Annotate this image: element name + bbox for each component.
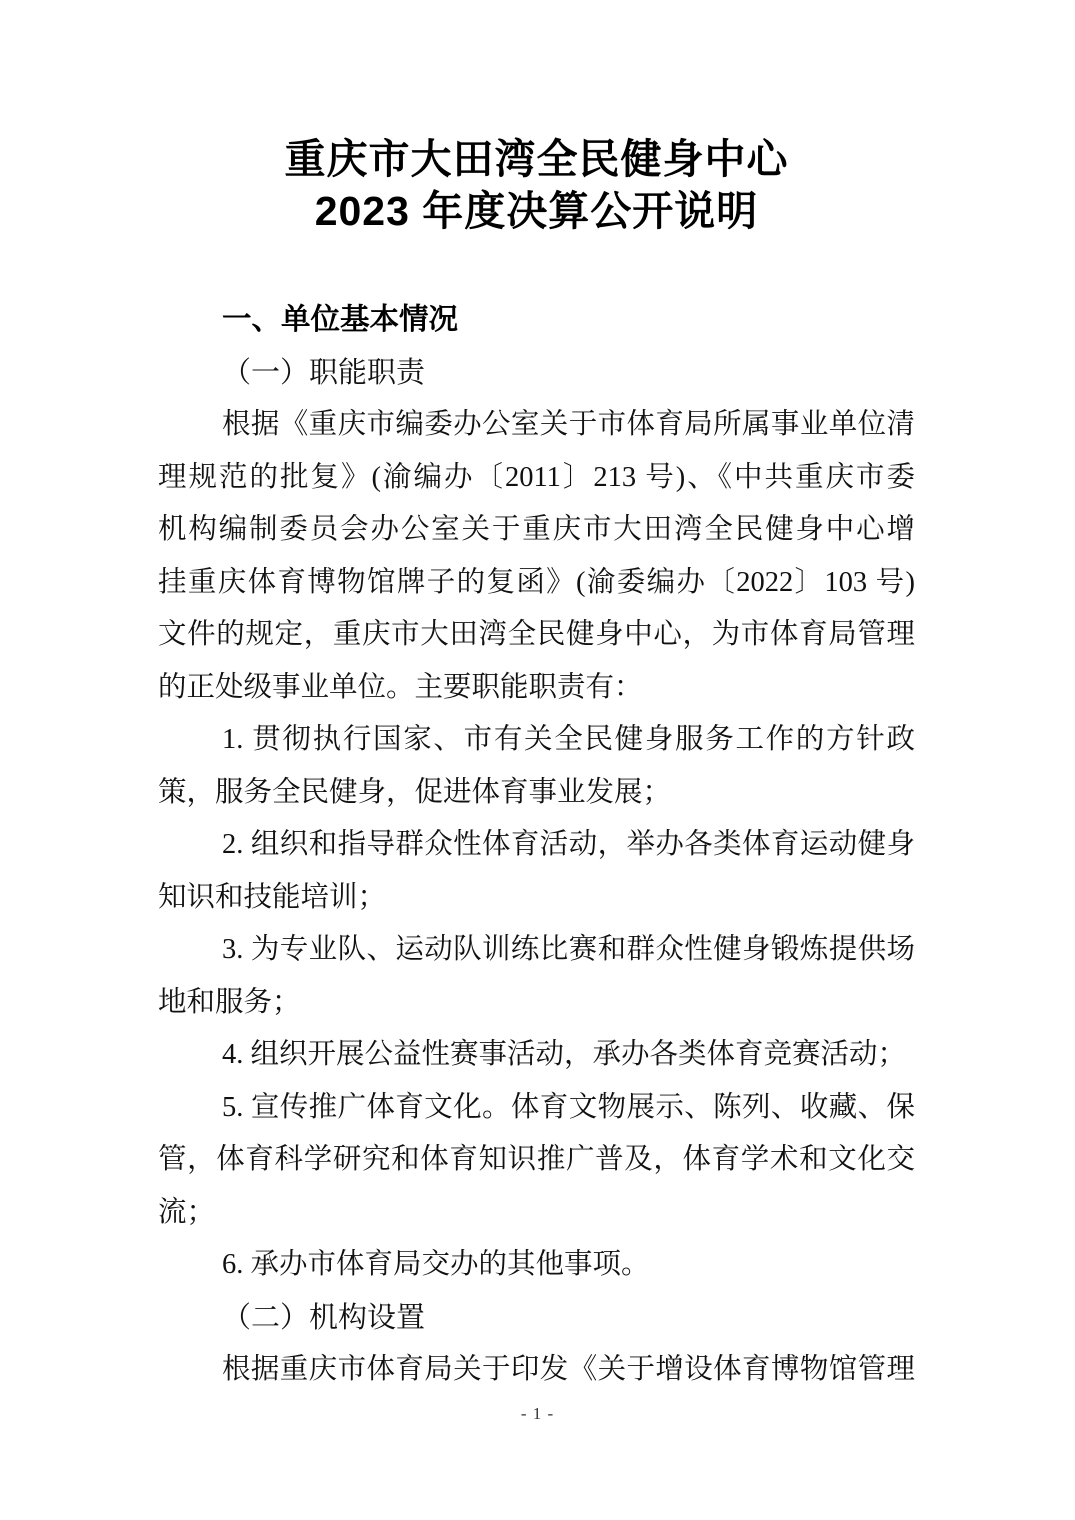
body-line: 3. 为专业队、运动队训练比赛和群众性健身锻炼提供场 [222,934,915,965]
body-line: 理规范的批复》(渝编办〔2011〕213 号)、《中共重庆市委 [158,461,915,493]
body-line: 1. 贯彻执行国家、市有关全民健身服务工作的方针政 [222,724,915,755]
body-line: 2. 组织和指导群众性体育活动，举办各类体育运动健身 [222,829,915,860]
body-line: 根据重庆市体育局关于印发《关于增设体育博物馆管理 [222,1354,915,1385]
document-body [158,294,915,1397]
title-line-1: 重庆市大田湾全民健身中心 [284,136,789,182]
section-heading: 一、单位基本情况 [222,303,459,336]
body-line: 管，体育科学研究和体育知识推广普及，体育学术和文化交 [158,1144,915,1175]
subsection-heading-2: （二）机构设置 [222,1301,426,1334]
body-line: 挂重庆体育博物馆牌子的复函》(渝委编办〔2022〕103 号) [158,566,915,598]
body-line: 机构编制委员会办公室关于重庆市大田湾全民健身中心增 [158,514,915,545]
document-title [158,133,915,237]
body-line: 5. 宣传推广体育文化。体育文物展示、陈列、收藏、保 [222,1091,915,1123]
body-line: 6. 承办市体育局交办的其他事项。 [222,1249,650,1280]
body-line: 地和服务； [158,986,301,1018]
page-number: - 1 - [520,1404,555,1423]
body-line: 根据《重庆市编委办公室关于市体育局所属事业单位清 [222,409,915,440]
title-line-2: 2023 年度决算公开说明 [314,188,759,234]
body-line: 流； [158,1196,216,1228]
body-line: 知识和技能培训； [158,881,387,913]
subsection-heading-1: （一）职能职责 [222,356,426,389]
body-line: 策，服务全民健身，促进体育事业发展； [158,776,672,808]
body-line: 的正处级事业单位。主要职能职责有： [158,671,643,703]
body-line: 文件的规定，重庆市大田湾全民健身中心，为市体育局管理 [158,619,915,650]
body-line: 4. 组织开展公益性赛事活动，承办各类体育竞赛活动； [222,1039,907,1070]
